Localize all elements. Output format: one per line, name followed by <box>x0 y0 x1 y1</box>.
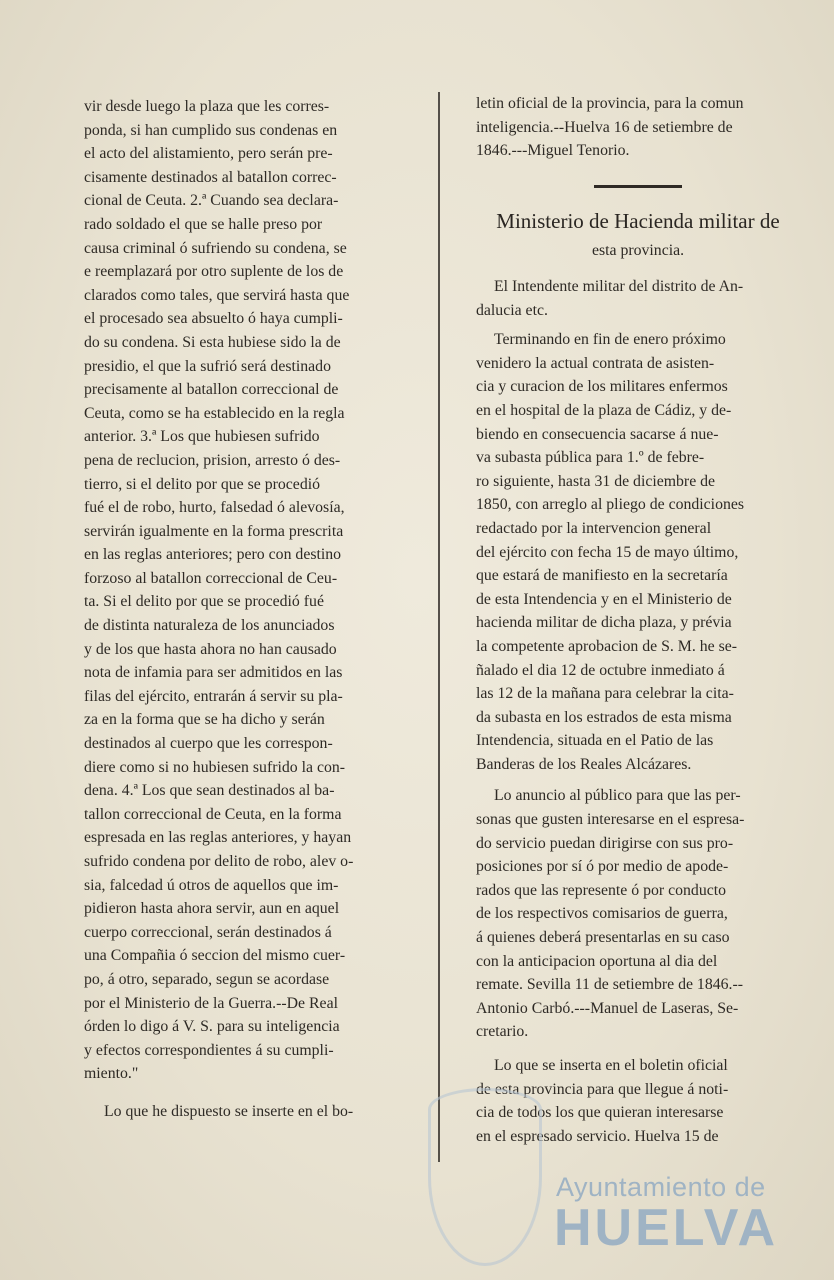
text-line: cuerpo correccional, serán destinados á <box>84 923 332 941</box>
text-line: inteligencia.--Huelva 16 de setiembre de <box>476 118 733 136</box>
text-line: rado soldado el que se halle preso por <box>84 215 323 233</box>
column-divider <box>438 92 440 1162</box>
text-line: ñalado el dia 12 de octubre inmediato á <box>476 661 725 679</box>
text-line: Lo que se inserta en el boletin oficial <box>494 1057 728 1074</box>
text-line: letin oficial de la provincia, para la comun <box>476 95 744 112</box>
text-line: servirán igualmente en la forma prescrita <box>84 522 344 540</box>
text-line: de los respectivos comisarios de guerra, <box>476 905 728 923</box>
text-line: que estará de manifiesto en la secretaría <box>476 567 728 585</box>
text-line: destinados al cuerpo que les correspon- <box>84 735 333 753</box>
text-line: hacienda militar de dicha plaza, y prévia <box>476 614 732 632</box>
text-line: cisamente destinados al batallon correc- <box>84 168 337 186</box>
text-line: po, á otro, separado, segun se acordase <box>84 970 330 988</box>
text-line: ta. Si el delito por que se procedió fué <box>84 593 324 611</box>
text-line: cia y curacion de los militares enfermos <box>476 378 728 396</box>
left-column <box>84 95 406 1124</box>
text-line: dena. 4.ª Los que sean destinados al ba- <box>84 782 335 800</box>
text-line: va subasta pública para 1.º de febre- <box>476 449 705 467</box>
right-body <box>476 275 800 1148</box>
text-line: El Intendente militar del distrito de An- <box>494 278 744 295</box>
text-line: nota de infamia para ser admitidos en las <box>84 664 343 682</box>
text-line: órden lo digo á V. S. para su inteligencia <box>84 1018 340 1036</box>
text-line: diere como si no hubiesen sufrido la con- <box>84 758 346 776</box>
left-closing-line: Lo que he dispuesto se inserte en el bo- <box>104 1102 354 1120</box>
text-line: de distinta naturaleza de los anunciados <box>84 617 335 635</box>
text-line: ponda, si han cumplido sus condenas en <box>84 121 338 139</box>
text-line: anterior. 3.ª Los que hubiesen sufrido <box>84 428 320 446</box>
text-line: por el Ministerio de la Guerra.--De Real <box>84 994 338 1012</box>
text-line: sonas que gusten interesarse en el espresa- <box>476 811 745 829</box>
text-line: rados que las represente ó por conducto <box>476 881 727 899</box>
text-line: la competente aprobacion de S. M. he se- <box>476 637 737 655</box>
text-line: tierro, si el delito por que se procedió <box>84 475 321 493</box>
text-line: biendo en consecuencia sacarse á nue- <box>476 425 719 443</box>
text-line: el acto del alistamiento, pero serán pre- <box>84 145 333 163</box>
text-line: de esta provincia para que llegue á noti- <box>476 1080 729 1098</box>
text-line: venidero la actual contrata de asisten- <box>476 354 715 372</box>
text-line: cia de todos los que quieran interesarse <box>476 1104 724 1122</box>
paragraph-announcement <box>476 784 800 1044</box>
text-line: del ejército con fecha 15 de mayo último, <box>476 543 739 561</box>
text-line: causa criminal ó sufriendo su condena, se <box>84 239 347 257</box>
text-line: en las reglas anteriores; pero con destino <box>84 546 342 564</box>
text-line: las 12 de la mañana para celebrar la cita- <box>476 685 734 703</box>
text-line: pena de reclucion, prision, arresto ó des- <box>84 451 341 469</box>
section-subheading: esta provincia. <box>591 242 685 259</box>
text-line: dalucia etc. <box>476 301 548 319</box>
text-line: pidieron hasta ahora servir, aun en aquel <box>84 900 340 918</box>
text-line: y efectos correspondientes á su cumpli- <box>84 1041 334 1059</box>
text-line: posiciones por sí ó por medio de apode- <box>476 858 729 876</box>
text-line: Intendencia, situada en el Patio de las <box>476 732 714 750</box>
text-line: precisamente al batallon correccional de <box>84 381 339 399</box>
text-line: ro siguiente, hasta 31 de diciembre de <box>476 472 716 490</box>
text-line: en el espresado servicio. Huelva 15 de <box>476 1127 719 1145</box>
text-line: remate. Sevilla 11 de setiembre de 1846.-- <box>476 976 743 994</box>
text-line: el procesado sea absuelto ó haya cumpli- <box>84 310 343 328</box>
text-line: á quienes deberá presentarlas en su caso <box>476 929 730 947</box>
text-line: da subasta en los estrados de esta misma <box>476 708 732 726</box>
text-line: Lo anuncio al público para que las per- <box>494 787 741 805</box>
text-line: con la anticipacion oportuna al dia del <box>476 952 718 970</box>
text-line: en el hospital de la plaza de Cádiz, y de- <box>476 401 732 419</box>
text-line: espresada en las reglas anteriores, y hayan <box>84 829 352 847</box>
text-line: presidio, el que la sufrió será destinado <box>84 357 331 375</box>
text-line: clarados como tales, que servirá hasta que <box>84 286 350 304</box>
watermark-line1: Ayuntamiento de <box>556 1172 766 1202</box>
paragraph-contract <box>476 328 800 776</box>
right-top-text <box>476 92 800 163</box>
section-heading: Ministerio de Hacienda militar de <box>496 209 780 233</box>
text-line: Terminando en fin de enero próximo <box>494 331 726 349</box>
text-line: sia, falcedad ú otros de aquellos que im- <box>84 876 339 894</box>
text-line: forzoso al batallon correccional de Ceu- <box>84 569 338 587</box>
left-column-text <box>84 95 406 1086</box>
text-line: Ceuta, como se ha establecido en la regla <box>84 404 345 422</box>
text-line: Antonio Carbó.---Manuel de Laseras, Se- <box>476 999 739 1017</box>
watermark-line2: HUELVA <box>554 1199 779 1257</box>
text-line: e reemplazará por otro suplente de los de <box>84 263 344 281</box>
text-line: 1850, con arreglo al pliego de condiciones <box>476 496 745 514</box>
text-line: miento." <box>84 1065 139 1083</box>
text-line: de esta Intendencia y en el Ministerio de <box>476 590 732 608</box>
text-line: sufrido condena por delito de robo, alev o- <box>84 853 354 870</box>
text-line: do servicio puedan dirigirse con sus pro- <box>476 834 734 852</box>
text-line: filas del ejército, entrarán á servir su pla- <box>84 687 343 705</box>
text-line: fué el de robo, hurto, falsedad ó alevosía, <box>84 499 345 517</box>
text-line: Banderas de los Reales Alcázares. <box>476 755 692 773</box>
text-line: redactado por la intervencion general <box>476 519 712 537</box>
text-line: za en la forma que se ha dicho y serán <box>84 711 325 729</box>
section-separator <box>594 185 682 188</box>
text-line: y de los que hasta ahora no han causado <box>84 640 337 658</box>
text-line: tallon correccional de Ceuta, en la forma <box>84 805 342 823</box>
right-column <box>476 92 800 163</box>
text-line: cretario. <box>476 1023 529 1041</box>
watermark-seal-icon <box>428 1088 542 1266</box>
text-line: vir desde luego la plaza que les corres- <box>84 98 330 115</box>
text-line: una Compañia ó seccion del mismo cuer- <box>84 947 346 965</box>
paragraph-intro <box>476 275 800 322</box>
text-line: 1846.---Miguel Tenorio. <box>476 142 630 160</box>
text-line: cional de Ceuta. 2.ª Cuando sea declara- <box>84 192 339 210</box>
text-line: do su condena. Si esta hubiese sido la de <box>84 333 341 351</box>
